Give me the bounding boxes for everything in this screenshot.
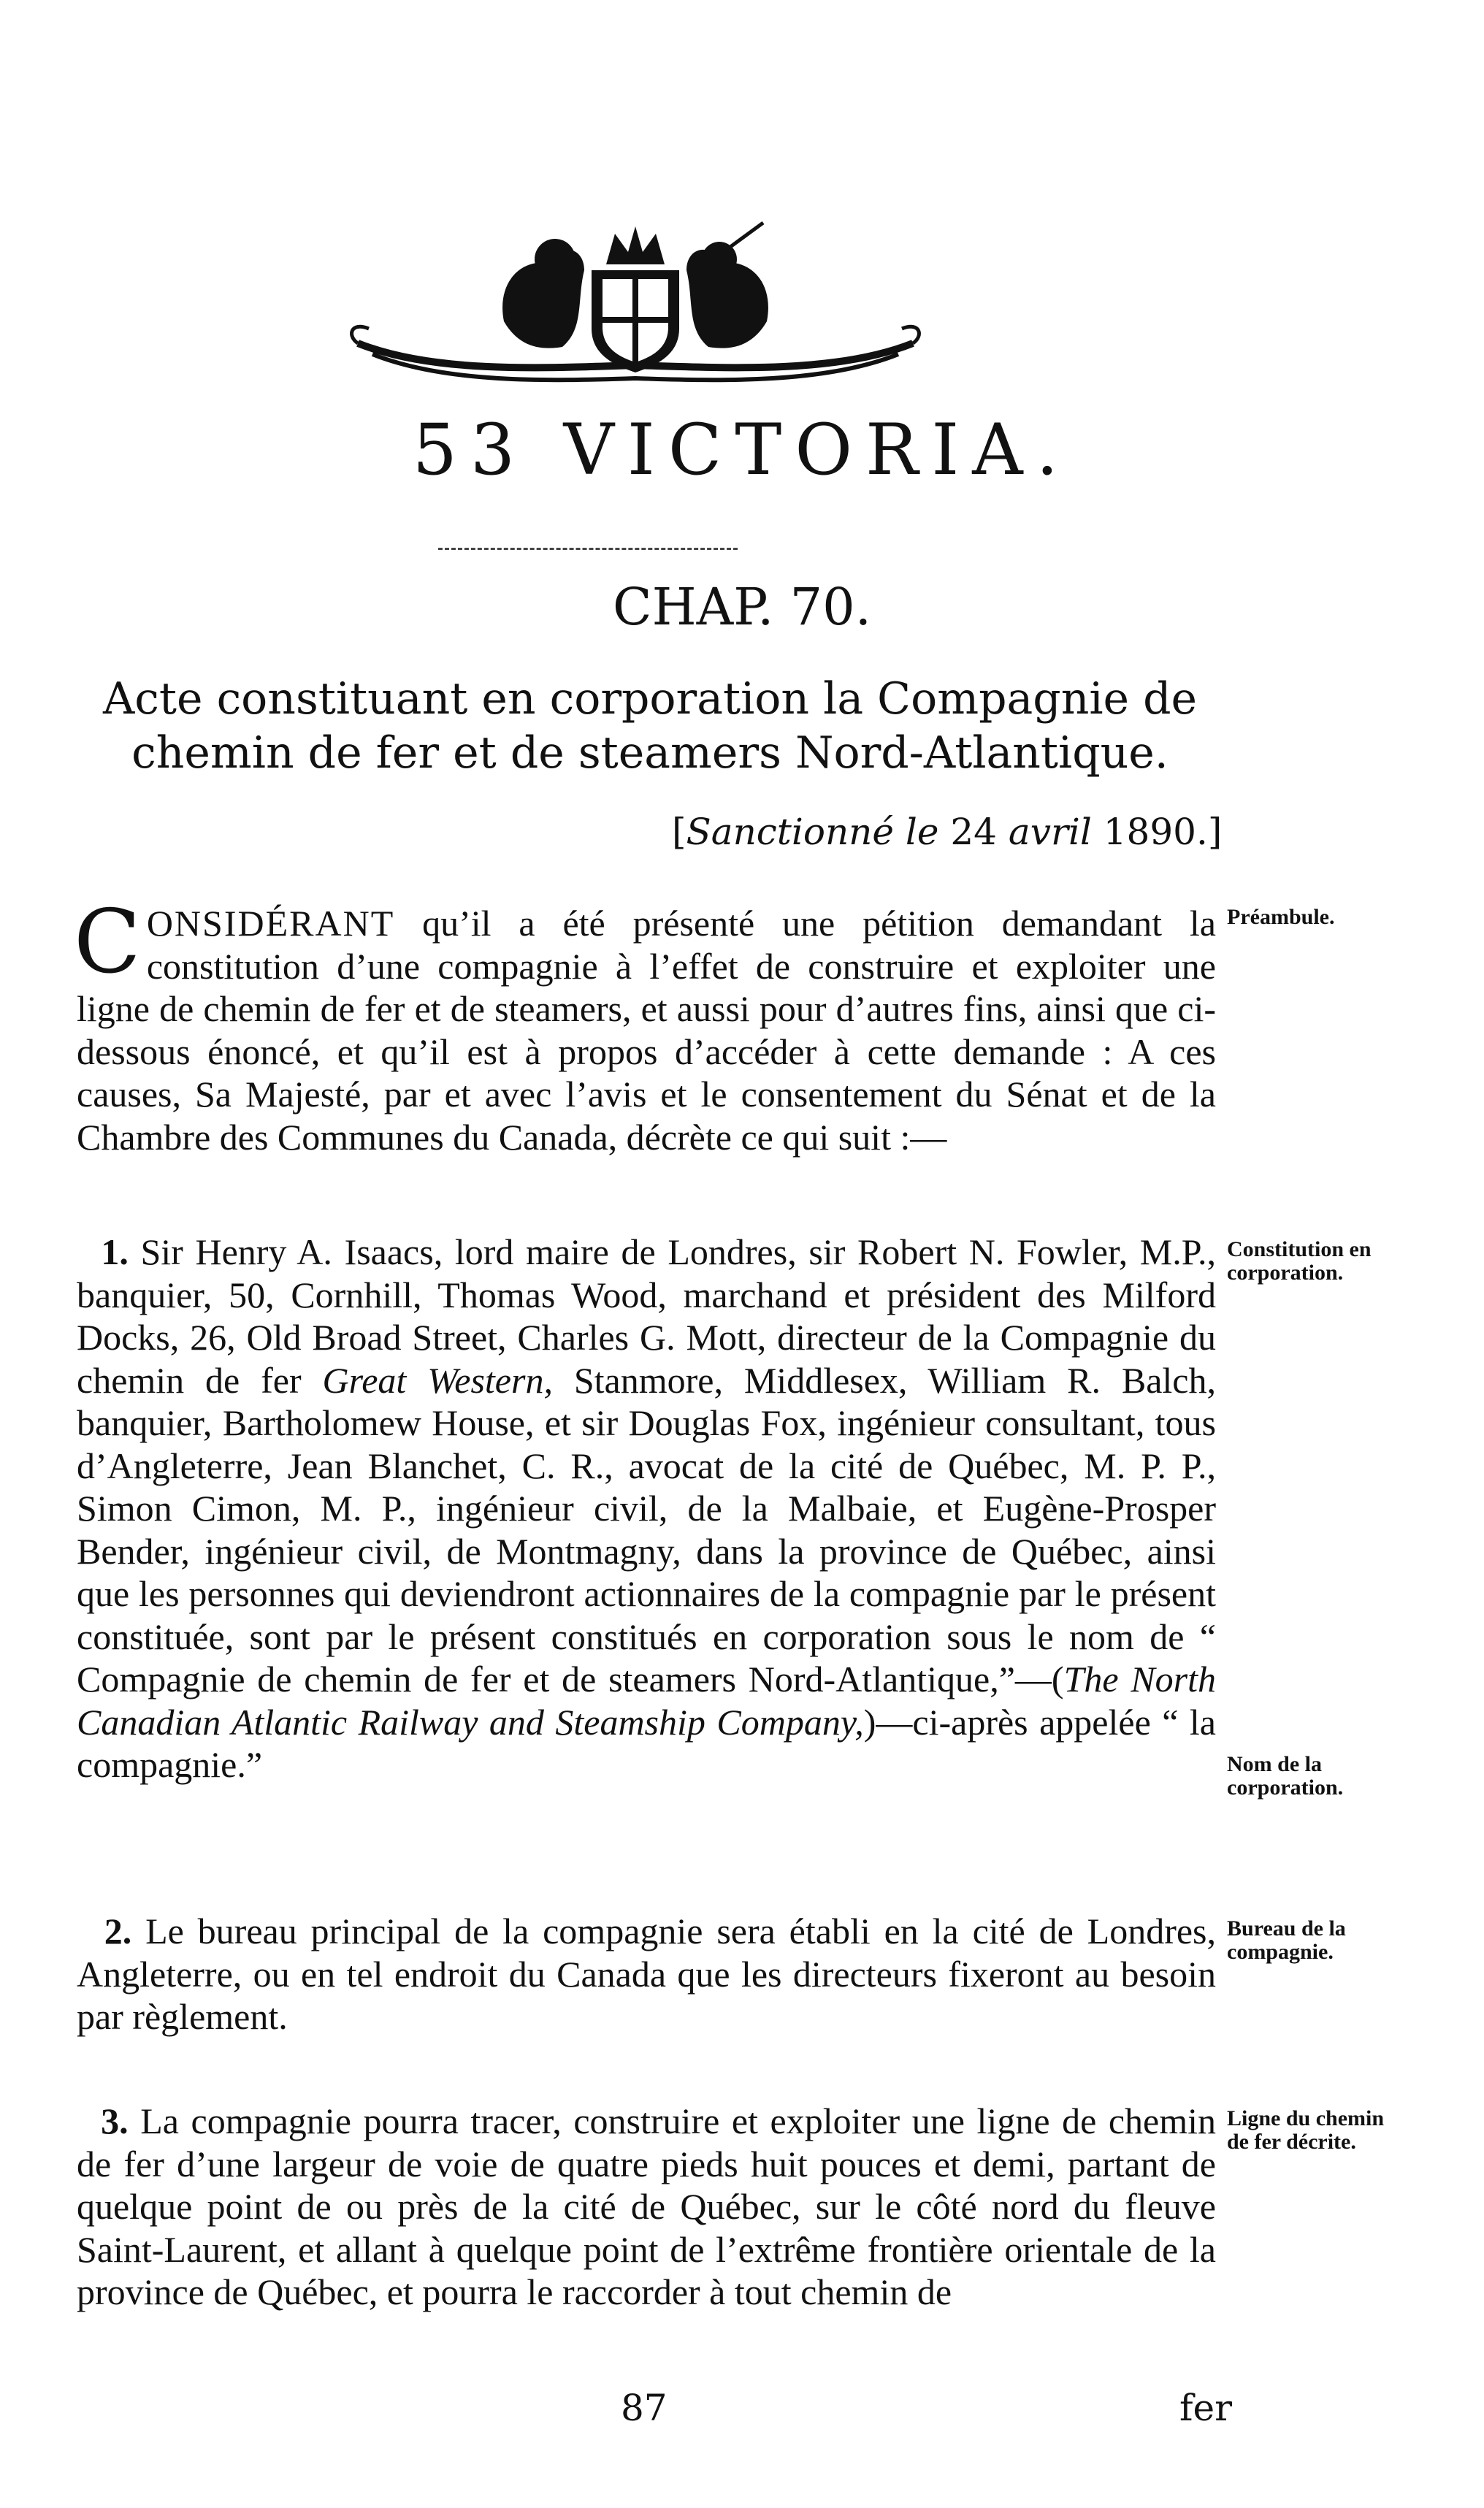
section-number: 2. <box>104 1911 132 1951</box>
royal-coat-of-arms <box>343 219 928 387</box>
section-2 <box>77 1910 1216 2038</box>
sanction-year: 1890. <box>1103 811 1208 853</box>
volume-title: 53 VICTORIA. <box>412 409 1072 491</box>
margin-note-office: Bureau de la compagnie. <box>1227 1916 1346 1964</box>
chapter-heading: CHAP. 70. <box>613 577 871 637</box>
sanction-month: avril <box>1008 811 1092 853</box>
section-text: )—ci-après appelée “ la compagnie.” <box>77 1701 1216 1785</box>
margin-note-railway-line: Ligne du chemin de fer décrite. <box>1227 2106 1385 2154</box>
preamble-text: qu’il a été présenté une pétition demandant la constitution d’une compagnie à l’effet de construire et exploiter une ligne de chemin de fer et de steamers, et aussi pour d’autres fins, ainsi que ci-dessous énoncé, et qu’il est à propos d’accéder à cette demande : A ces causes, Sa Majesté, par et avec l’avis et le consentement du Sénat et de la Chambre des Communes du Canada, décrète ce qui suit :— <box>77 903 1217 1158</box>
act-title: Acte constituant en corporation la Compagnie de chemin de fer et de steamers Nord-Atlantique. <box>102 673 1198 779</box>
preamble-lead: ONSIDÉRANT <box>146 903 395 944</box>
section-text: La compagnie pourra tracer, construire et exploiter une ligne de chemin de fer d’une largeur de voie de quatre pieds huit pouces et demi, partant de quelque point de ou près de la cité de Québec, sur le côté nord du fleuve Saint-Laurent, et allant à quelque point de l’extrême frontière orientale de la province de Québec, et pourra le raccorder à tout chemin de <box>77 2100 1217 2312</box>
section-text: Sir Henry A. Isaacs, lord maire de Londres, sir Robert N. Fowler, M.P., banquier, 50, Cornhill, Thomas Wood, marchand et président des Milford Docks, 26, Old Broad Street, Charles G. Mott, directeur de la Compagnie du chemin de fer <box>77 1231 1217 1401</box>
sanction-day: 24 <box>950 811 997 853</box>
section-italic: The North Canadian Atlantic Railway and Steamship Company, <box>77 1659 1217 1743</box>
sanction-label: Sanctionné le <box>686 811 939 853</box>
section-text: Le bureau principal de la compagnie sera établi en la cité de Londres, Angleterre, ou en tel endroit du Canada que les directeurs fixeront au besoin par règlement. <box>77 1911 1217 2037</box>
section-3 <box>77 2100 1216 2314</box>
margin-note-preamble: Préambule. <box>1227 905 1335 929</box>
catchword: fer <box>1179 2387 1232 2429</box>
margin-note-name: Nom de la corporation. <box>1227 1752 1344 1800</box>
section-1 <box>77 1231 1216 1786</box>
section-italic: Great Western, <box>322 1359 553 1401</box>
section-number: 3. <box>101 2100 129 2141</box>
sanction-line: [Sanctionné le 24 avril 1890.] <box>672 811 1223 853</box>
divider <box>438 548 738 550</box>
page-number: 87 <box>621 2387 668 2429</box>
margin-note-constitution: Constitution en corporation. <box>1227 1237 1372 1285</box>
section-number: 1. <box>101 1231 129 1272</box>
section-text: Stanmore, Middlesex, William R. Balch, banquier, Bartholomew House, et sir Douglas Fox, ingénieur consultant, tous d’Angleterre, Jean Blanchet, C. R., avocat de la cité de Québec, M. P. P., Simon Cimon, M. P., ingénieur civil, de la Malbaie, et Eugène-Prosper Bender, ingénieur civil, de Montmagny, dans la province de Québec, ainsi que les personnes qui deviendront actionnaires de la compagnie par le présent constituée, sont par le présent constitués en corporation sous le nom de “ Compagnie de chemin de fer et de steamers Nord-Atlantique,”—( <box>77 1359 1217 1700</box>
drop-cap: C <box>74 892 141 993</box>
preamble <box>74 892 1217 1158</box>
